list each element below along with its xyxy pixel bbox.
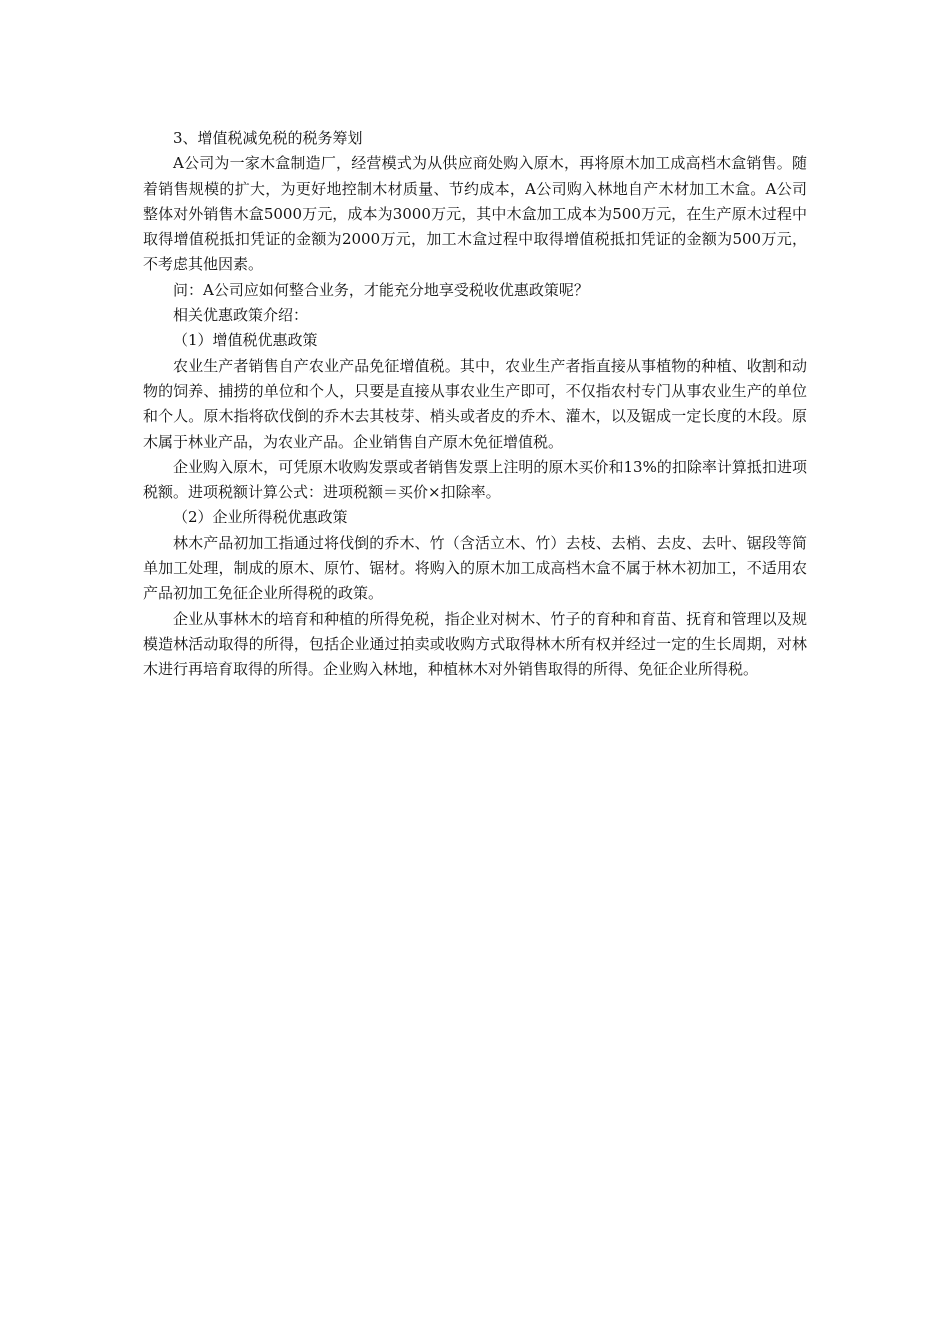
income-tax-paragraph-2: 企业从事林木的培育和种植的所得免税，指企业对树木、竹子的育种和育苗、抚育和管理以及规模造林活动取得的所得，包括企业通过拍卖或收购方式取得林木所有权并经过一定的生长周期，对林木进行再培育取得的所得。企业购入林地，种植林木对外销售取得的所得、免征企业所得税。 — [143, 609, 807, 679]
subsection-title-income-tax: （2）企业所得税优惠政策 — [173, 508, 348, 527]
case-paragraph: A公司为一家木盒制造厂，经营模式为从供应商处购入原木，再将原木加工成高档木盒销售。随着销售规模的扩大，为更好地控制木材质量、节约成本，A公司购入林地自产木材加工木盒。A公司整体对外销售木盒5000万元，成本为3000万元，其中木盒加工成本为500万元，在生产原木过程中取得增值税抵扣凭证的金额为2000万元，加工木盒过程中取得增值税抵扣凭证的金额为500万元，不考虑其他因素。 — [143, 154, 807, 274]
vat-paragraph-2: 企业购入原木，可凭原木收购发票或者销售发票上注明的原木买价和13%的扣除率计算抵扣进项税额。进项税额计算公式：进项税额＝买价×扣除率。 — [143, 457, 807, 502]
vat-paragraph-1: 农业生产者销售自产农业产品免征增值税。其中，农业生产者指直接从事植物的种植、收割和动物的饲养、捕捞的单位和个人，只要是直接从事农业生产即可，不仅指农村专门从事农业生产的单位和个人。原木指将砍伐倒的乔木去其枝芽、梢头或者皮的乔木、灌木，以及锯成一定长度的木段。原木属于林业产品，为农业产品。企业销售自产原木免征增值税。 — [143, 356, 807, 451]
subsection-title-vat: （1）增值税优惠政策 — [173, 331, 318, 350]
policy-intro: 相关优惠政策介绍： — [173, 306, 309, 325]
section-title: 3、增值税减免税的税务筹划 — [173, 129, 363, 147]
income-tax-paragraph-1: 林木产品初加工指通过将伐倒的乔木、竹（含活立木、竹）去枝、去梢、去皮、去叶、锯段等简单加工处理，制成的原木、原竹、锯材。将购入的原木加工成高档木盒不属于林木初加工，不适用农产品初加工免征企业所得税的政策。 — [143, 533, 807, 603]
question-paragraph: 问：A公司应如何整合业务，才能充分地享受税收优惠政策呢？ — [173, 280, 589, 299]
document-body — [143, 126, 807, 683]
